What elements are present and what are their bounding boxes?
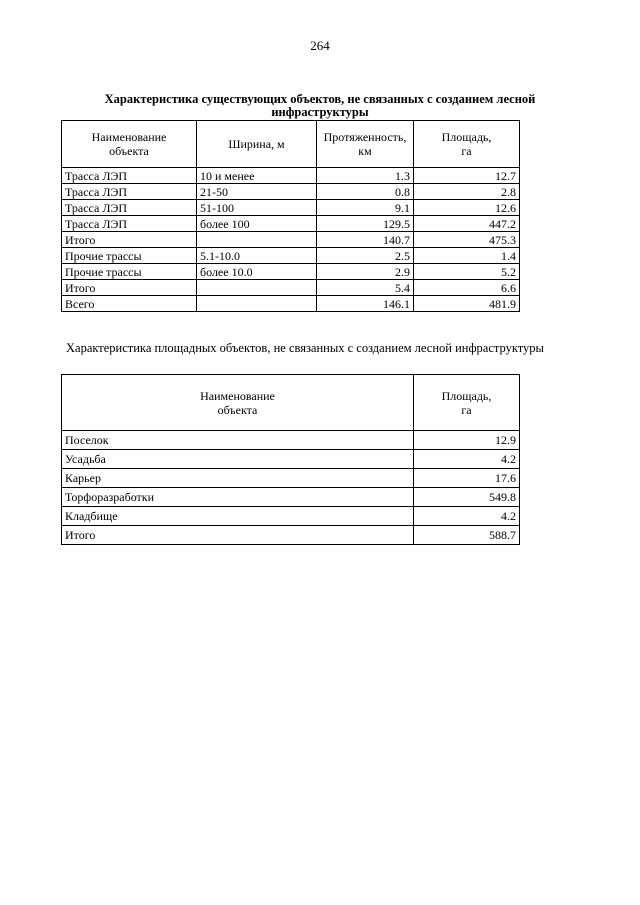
object-name-cell: Трасса ЛЭП: [62, 168, 197, 184]
width-cell: [197, 296, 317, 312]
area-cell: 4.2: [414, 507, 520, 526]
width-cell: 10 и менее: [197, 168, 317, 184]
table-row: [62, 296, 520, 312]
header-area: [414, 121, 520, 168]
area-cell: 12.6: [414, 200, 520, 216]
area-cell: 17.6: [414, 469, 520, 488]
object-name-cell: Всего: [62, 296, 197, 312]
area-cell: 481.9: [414, 296, 520, 312]
object-name-cell: Трасса ЛЭП: [62, 184, 197, 200]
header-line: Протяженность,: [323, 130, 407, 144]
header-length: [317, 121, 414, 168]
area-cell: 1.4: [414, 248, 520, 264]
length-cell: 2.5: [317, 248, 414, 264]
area-cell: 12.7: [414, 168, 520, 184]
table-row: [62, 200, 520, 216]
object-name-cell: Итого: [62, 280, 197, 296]
width-cell: [197, 280, 317, 296]
table-row: [62, 184, 520, 200]
area-cell: 6.6: [414, 280, 520, 296]
area-cell: 447.2: [414, 216, 520, 232]
width-cell: 51-100: [197, 200, 317, 216]
table-row: [62, 469, 520, 488]
header-line: км: [358, 144, 372, 158]
length-cell: 2.9: [317, 264, 414, 280]
header-line: га: [461, 144, 472, 158]
area-cell: 5.2: [414, 264, 520, 280]
table-row: [62, 280, 520, 296]
width-cell: более 100: [197, 216, 317, 232]
area-cell: 549.8: [414, 488, 520, 507]
length-cell: 1.3: [317, 168, 414, 184]
object-name-cell: Прочие трассы: [62, 248, 197, 264]
object-name-cell: Трасса ЛЭП: [62, 200, 197, 216]
header-line: Площадь,: [441, 130, 492, 144]
area-cell: 475.3: [414, 232, 520, 248]
table-row: [62, 526, 520, 545]
header-object-name: [62, 121, 197, 168]
table-row: [62, 450, 520, 469]
object-name-cell: Кладбище: [62, 507, 414, 526]
page-number: 264: [310, 38, 330, 53]
object-name-cell: Прочие трассы: [62, 264, 197, 280]
length-cell: 129.5: [317, 216, 414, 232]
object-name-cell: Трасса ЛЭП: [62, 216, 197, 232]
table-row: [62, 216, 520, 232]
width-cell: более 10.0: [197, 264, 317, 280]
table-row: [62, 248, 520, 264]
length-cell: 146.1: [317, 296, 414, 312]
width-cell: 21-50: [197, 184, 317, 200]
table-row: [62, 507, 520, 526]
table2-title: Характеристика площадных объектов, не связанных с созданием лесной инфраструктуры: [66, 341, 544, 355]
area-cell: 4.2: [414, 450, 520, 469]
table-row: [62, 488, 520, 507]
length-cell: 5.4: [317, 280, 414, 296]
header-line: Наименование: [200, 388, 275, 403]
area-cell: 12.9: [414, 431, 520, 450]
area-cell: 588.7: [414, 526, 520, 545]
table1-title: [62, 93, 578, 119]
table-row: [62, 232, 520, 248]
header-object-name: [62, 375, 414, 431]
object-name-cell: Карьер: [62, 469, 414, 488]
object-name-cell: Торфоразработки: [62, 488, 414, 507]
header-area: [414, 375, 520, 431]
object-name-cell: Усадьба: [62, 450, 414, 469]
table-row: [62, 431, 520, 450]
object-name-cell: Поселок: [62, 431, 414, 450]
header-width: [197, 121, 317, 168]
width-cell: [197, 232, 317, 248]
header-line: объекта: [217, 402, 258, 417]
length-cell: 140.7: [317, 232, 414, 248]
object-name-cell: Итого: [62, 526, 414, 545]
linear-objects-table: [61, 120, 520, 312]
table1-title-line2: инфраструктуры: [271, 105, 369, 119]
table1-title-line1: Характеристика существующих объектов, не связанных с созданием лесной: [104, 92, 536, 106]
header-line: объекта: [109, 144, 149, 158]
header-line: Наименование: [91, 130, 167, 144]
length-cell: 0.8: [317, 184, 414, 200]
length-cell: 9.1: [317, 200, 414, 216]
table1-header-row: [62, 121, 520, 168]
table2-header-row: [62, 375, 520, 431]
object-name-cell: Итого: [62, 232, 197, 248]
width-cell: 5.1-10.0: [197, 248, 317, 264]
area-cell: 2.8: [414, 184, 520, 200]
table-row: [62, 264, 520, 280]
area-objects-table: [61, 374, 520, 545]
table-row: [62, 168, 520, 184]
header-line: Ширина, м: [228, 137, 285, 151]
header-line: Площадь,: [441, 388, 492, 403]
header-line: га: [461, 402, 472, 417]
